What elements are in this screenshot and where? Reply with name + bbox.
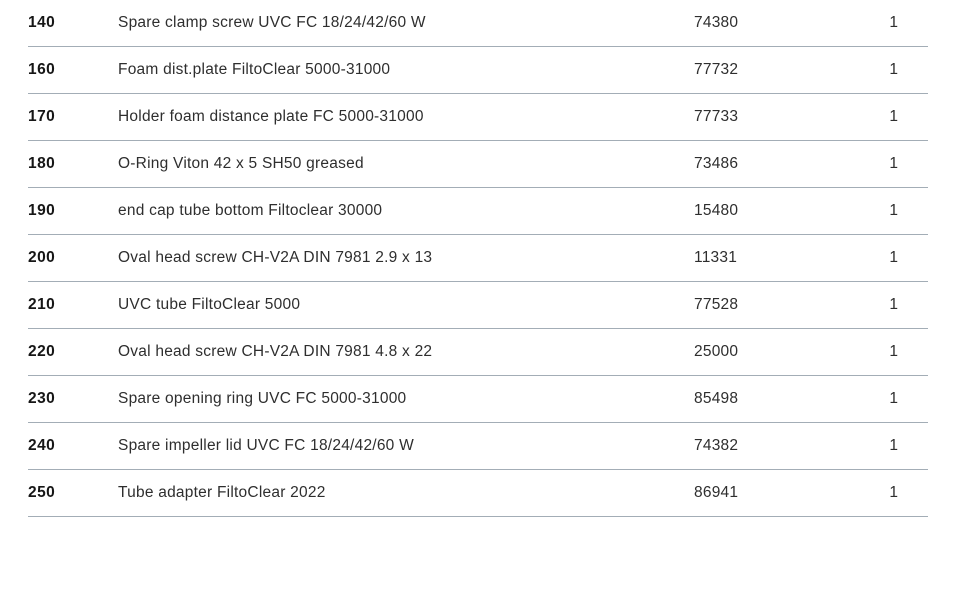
- description-cell: Spare clamp screw UVC FC 18/24/42/60 W: [118, 13, 426, 31]
- description-cell: Oval head screw CH-V2A DIN 7981 4.8 x 22: [118, 342, 433, 360]
- position-cell: 170: [28, 107, 56, 125]
- description-cell: O-Ring Viton 42 x 5 SH50 greased: [118, 154, 364, 172]
- spare-parts-table: [28, 0, 928, 517]
- quantity-cell: 1: [889, 107, 898, 125]
- position-cell: 210: [28, 295, 56, 313]
- quantity-cell: 1: [889, 60, 898, 78]
- table-row: [28, 329, 928, 376]
- quantity-cell: 1: [889, 483, 898, 501]
- part-number-cell: 11331: [694, 248, 738, 266]
- description-cell: Foam dist.plate FiltoClear 5000-31000: [118, 60, 391, 78]
- table-row: [28, 94, 928, 141]
- description-cell: Spare impeller lid UVC FC 18/24/42/60 W: [118, 436, 414, 454]
- part-number-cell: 74382: [694, 436, 739, 454]
- position-cell: 230: [28, 389, 56, 407]
- quantity-cell: 1: [889, 295, 898, 313]
- part-number-cell: 86941: [694, 483, 739, 501]
- position-cell: 250: [28, 483, 56, 501]
- table-row: [28, 141, 928, 188]
- part-number-cell: 77528: [694, 295, 739, 313]
- table-row: [28, 47, 928, 94]
- part-number-cell: 77733: [694, 107, 739, 125]
- position-cell: 180: [28, 154, 56, 172]
- position-cell: 240: [28, 436, 56, 454]
- table-row: [28, 423, 928, 470]
- table-row: [28, 235, 928, 282]
- quantity-cell: 1: [889, 389, 898, 407]
- description-cell: UVC tube FiltoClear 5000: [118, 295, 301, 313]
- part-number-cell: 77732: [694, 60, 739, 78]
- quantity-cell: 1: [889, 436, 898, 454]
- part-number-cell: 15480: [694, 201, 739, 219]
- description-cell: Oval head screw CH-V2A DIN 7981 2.9 x 13: [118, 248, 433, 266]
- part-number-cell: 73486: [694, 154, 739, 172]
- quantity-cell: 1: [889, 13, 898, 31]
- description-cell: end cap tube bottom Filtoclear 30000: [118, 201, 383, 219]
- table-row: [28, 470, 928, 517]
- part-number-cell: 85498: [694, 389, 739, 407]
- position-cell: 140: [28, 13, 56, 31]
- position-cell: 200: [28, 248, 56, 266]
- quantity-cell: 1: [889, 201, 898, 219]
- position-cell: 220: [28, 342, 56, 360]
- position-cell: 190: [28, 201, 56, 219]
- quantity-cell: 1: [889, 248, 898, 266]
- part-number-cell: 25000: [694, 342, 739, 360]
- description-cell: Spare opening ring UVC FC 5000-31000: [118, 389, 407, 407]
- position-cell: 160: [28, 60, 56, 78]
- description-cell: Holder foam distance plate FC 5000-31000: [118, 107, 424, 125]
- quantity-cell: 1: [889, 154, 898, 172]
- table-row: [28, 282, 928, 329]
- table-row: [28, 376, 928, 423]
- part-number-cell: 74380: [694, 13, 739, 31]
- description-cell: Tube adapter FiltoClear 2022: [118, 483, 326, 501]
- table-row: [28, 188, 928, 235]
- quantity-cell: 1: [889, 342, 898, 360]
- table-row: [28, 0, 928, 47]
